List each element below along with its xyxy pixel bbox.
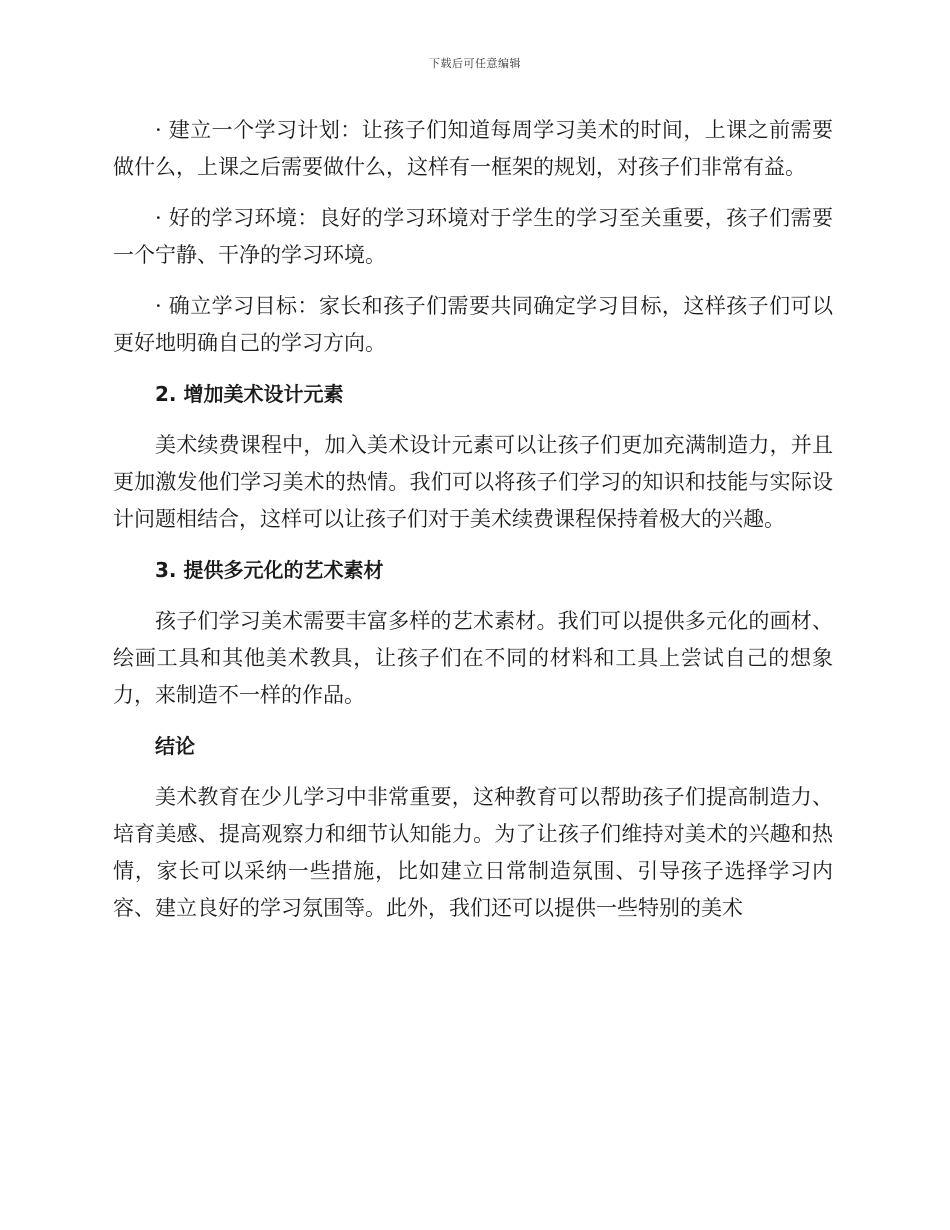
section-heading-design-elements: 2. 增加美术设计元素 [155, 382, 344, 406]
document-body [113, 112, 833, 941]
paragraph-conclusion: 美术教育在少儿学习中非常重要，这种教育可以帮助孩子们提高制造力、培育美感、提高观察力和细节认知能力。为了让孩子们维持对美术的兴趣和热情，家长可以采纳一些措施，比如建立日常制造氛围、引导孩子选择学习内容、建立良好的学习氛围等。此外，我们还可以提供一些特别的美术 [113, 785, 833, 920]
paragraph-design-elements: 美术续费课程中，加入美术设计元素可以让孩子们更加充满制造力，并且更加激发他们学习美术的热情。我们可以将孩子们学习的知识和技能与实际设计问题相结合，这样可以让孩子们对于美术续费课程保持着极大的兴趣。 [113, 433, 833, 531]
section-heading-conclusion: 结论 [155, 734, 195, 758]
bullet-study-plan: · 建立一个学习计划：让孩子们知道每周学习美术的时间，上课之前需要做什么，上课之后需要做什么，这样有一框架的规划，对孩子们非常有益。 [113, 118, 833, 179]
section-heading-art-materials: 3. 提供多元化的艺术素材 [155, 558, 384, 582]
bullet-study-goals: · 确立学习目标：家长和孩子们需要共同确定学习目标，这样孩子们可以更好地明确自己的学习方向。 [113, 294, 833, 355]
paragraph-art-materials: 孩子们学习美术需要丰富多样的艺术素材。我们可以提供多元化的画材、绘画工具和其他美术教具，让孩子们在不同的材料和工具上尝试自己的想象力，来制造不一样的作品。 [113, 609, 833, 707]
bullet-study-environment: · 好的学习环境：良好的学习环境对于学生的学习至关重要，孩子们需要一个宁静、干净的学习环境。 [113, 206, 833, 267]
header-note: 下载后可任意编辑 [429, 57, 521, 70]
